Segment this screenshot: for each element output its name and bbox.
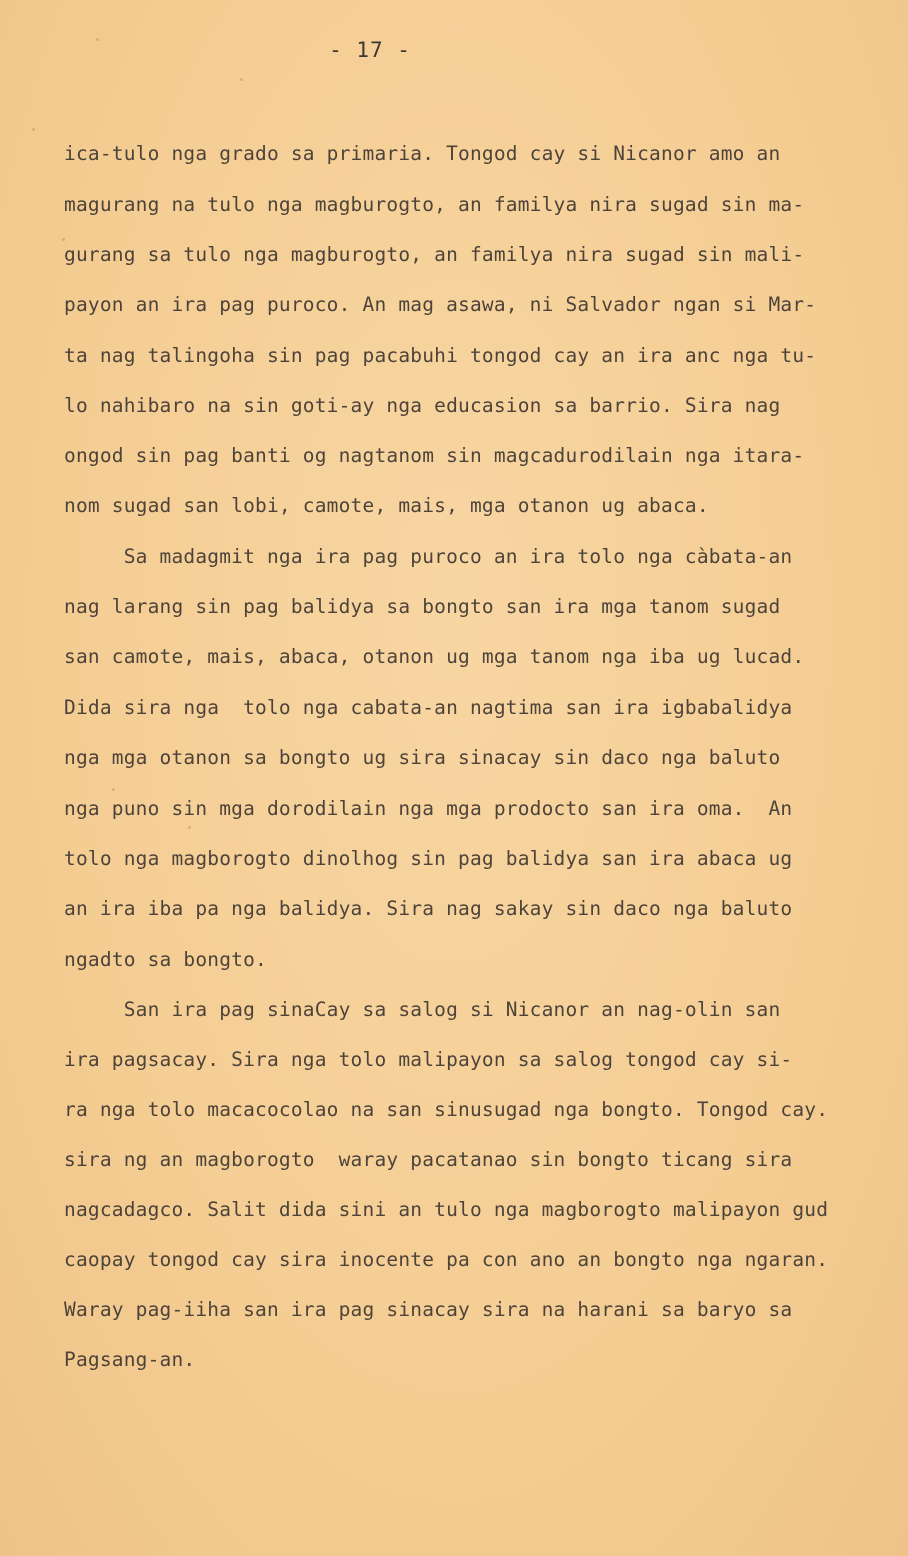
- text-line: caopay tongod cay sira inocente pa con ano an bongto nga ngaran.: [64, 1248, 829, 1271]
- text-line: nga puno sin mga dorodilain nga mga prodocto san ira oma. An: [64, 797, 793, 820]
- text-line: magurang na tulo nga magburogto, an familya nira sugad sin ma-: [64, 193, 805, 216]
- text-line: ngadto sa bongto.: [64, 948, 267, 971]
- text-line: san camote, mais, abaca, otanon ug mga tanom nga iba ug lucad.: [64, 645, 805, 668]
- text-line: ica-tulo nga grado sa primaria. Tongod cay si Nicanor amo an: [64, 142, 781, 165]
- paper-speck: [62, 238, 65, 241]
- text-line: lo nahibaro na sin goti-ay nga educasion sa barrio. Sira nag: [64, 394, 781, 417]
- page-number: - 17 -: [329, 38, 411, 62]
- text-line: ta nag talingoha sin pag pacabuhi tongod cay an ira anc nga tu-: [64, 344, 817, 367]
- text-line: payon an ira pag puroco. An mag asawa, ni Salvador ngan si Mar-: [64, 293, 817, 316]
- text-line: Sa madagmit nga ira pag puroco an ira tolo nga càbata-an: [64, 545, 793, 568]
- text-line: nga mga otanon sa bongto ug sira sinacay sin daco nga baluto: [64, 746, 781, 769]
- text-line: tolo nga magborogto dinolhog sin pag balidya san ira abaca ug: [64, 847, 793, 870]
- text-line: nagcadagco. Salit dida sini an tulo nga magborogto malipayon gud: [64, 1198, 829, 1221]
- text-line: nag larang sin pag balidya sa bongto san ira mga tanom sugad: [64, 595, 781, 618]
- paper-speck: [96, 38, 99, 41]
- paper-speck: [240, 78, 243, 81]
- text-line: an ira iba pa nga balidya. Sira nag sakay sin daco nga baluto: [64, 897, 793, 920]
- text-line: San ira pag sinaCay sa salog si Nicanor an nag-olin san: [64, 998, 781, 1021]
- text-line: nom sugad san lobi, camote, mais, mga otanon ug abaca.: [64, 494, 709, 517]
- text-line: ra nga tolo macacocolao na san sinusugad nga bongto. Tongod cay.: [64, 1098, 829, 1121]
- text-line: sira ng an magborogto waray pacatanao sin bongto ticang sira: [64, 1148, 793, 1171]
- paper-speck: [32, 128, 35, 131]
- text-line: gurang sa tulo nga magburogto, an familya nira sugad sin mali-: [64, 243, 805, 266]
- paper-speck: [188, 826, 191, 829]
- text-line: Pagsang-an.: [64, 1348, 196, 1371]
- paper-speck: [112, 788, 115, 791]
- text-line: ira pagsacay. Sira nga tolo malipayon sa salog tongod cay si-: [64, 1048, 793, 1071]
- text-line: Dida sira nga tolo nga cabata-an nagtima san ira igbabalidya: [64, 696, 793, 719]
- text-line: Waray pag-iiha san ira pag sinacay sira na harani sa baryo sa: [64, 1298, 793, 1321]
- text-line: ongod sin pag banti og nagtanom sin magcadurodilain nga itara-: [64, 444, 805, 467]
